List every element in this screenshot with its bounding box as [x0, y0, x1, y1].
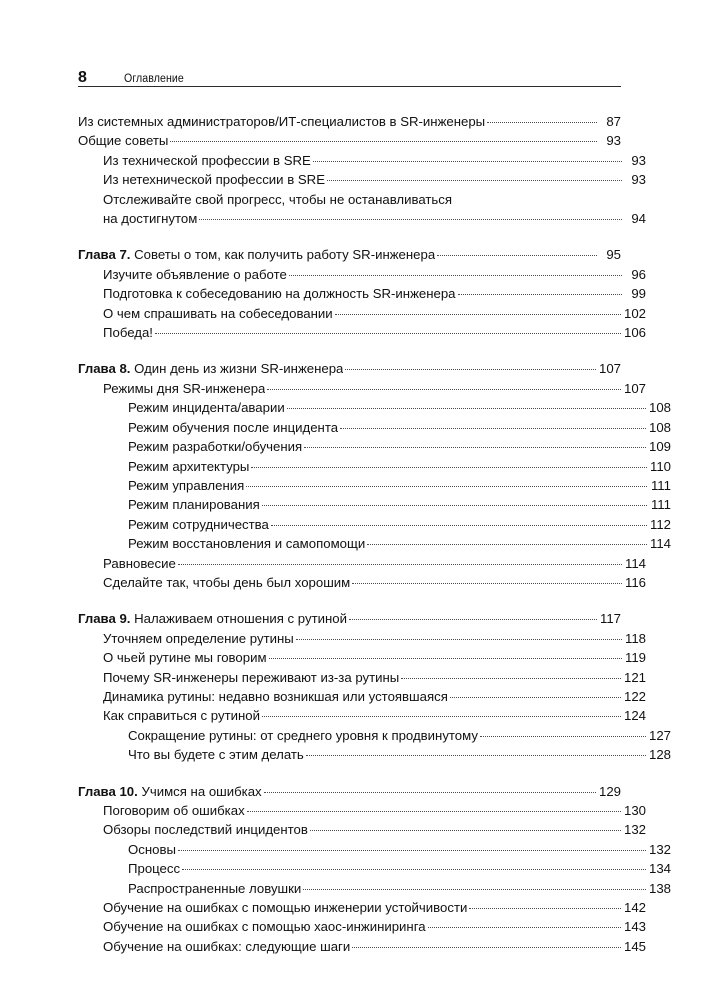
toc-page-number: 128: [648, 747, 671, 763]
toc-leader-dots: [428, 918, 621, 931]
toc-entry[interactable]: [78, 898, 646, 917]
toc-entry[interactable]: [78, 457, 671, 476]
toc-page-number: 95: [606, 247, 621, 263]
toc-block-gap: [78, 228, 621, 245]
toc-entry[interactable]: [78, 554, 646, 573]
toc-leader-dots: [287, 399, 646, 412]
toc-entry[interactable]: [78, 937, 646, 956]
toc-leader-dots: [296, 630, 622, 643]
toc-entry-title: Победа!: [103, 325, 153, 341]
toc-entry-title: Сделайте так, чтобы день был хорошим: [103, 574, 351, 590]
toc-entry-title: Режим архитектуры: [128, 458, 250, 474]
toc-leader-dots: [306, 746, 646, 759]
toc-page-number: 116: [624, 574, 646, 590]
toc-entry[interactable]: [78, 437, 671, 456]
toc-page-number: 96: [631, 266, 646, 282]
toc-page-number: 114: [624, 555, 646, 571]
toc-chapter-entry[interactable]: [78, 782, 621, 801]
toc-entry-title: Динамика рутины: недавно возникшая или устоявшаяся: [103, 688, 448, 704]
toc-block-gap: [78, 342, 621, 359]
toc-chapter-entry[interactable]: [78, 359, 621, 378]
toc-leader-dots: [310, 821, 621, 834]
toc-leader-dots: [267, 380, 621, 393]
toc-page-number: 109: [648, 439, 671, 455]
toc-chapter-label: Глава 10.: [78, 783, 138, 799]
toc-entry-title: Режим обучения после инцидента: [128, 419, 339, 435]
toc-page-number: 118: [624, 630, 646, 646]
toc-page-number: 143: [623, 919, 646, 935]
toc-page-number: 106: [623, 325, 646, 341]
toc-leader-dots: [450, 688, 621, 701]
toc-entry[interactable]: [78, 706, 646, 725]
toc-entry-title: О чем спрашивать на собеседовании: [103, 305, 333, 321]
toc-leader-dots: [335, 305, 621, 318]
toc-entry-title: Из нетехнической профессии в SRE: [103, 172, 325, 188]
toc-entry-title: [78, 245, 435, 264]
running-head-title: Оглавление: [124, 72, 184, 85]
toc-chapter-title: Советы о том, как получить работу SR-инженера: [130, 247, 436, 263]
toc-leader-dots: [349, 610, 597, 623]
page-folio: 8: [78, 69, 87, 86]
toc-entry[interactable]: [78, 265, 646, 284]
toc-page-number: 117: [599, 611, 621, 627]
toc-entry[interactable]: [78, 726, 671, 745]
toc-page-number: 127: [648, 727, 671, 743]
toc-entry-title: Что вы будете с этим делать: [128, 747, 304, 763]
toc-page-number: 93: [606, 133, 621, 149]
toc-leader-dots: [246, 477, 647, 490]
toc-leader-dots: [469, 899, 621, 912]
toc-page-number: 121: [623, 669, 646, 685]
toc-block: [78, 782, 671, 957]
toc-entry[interactable]: [78, 323, 646, 342]
toc-entry-title: Обзоры последствий инцидентов: [103, 822, 308, 838]
toc-entry-title: Основы: [128, 841, 176, 857]
toc-leader-dots: [345, 360, 596, 373]
toc-leader-dots: [178, 841, 646, 854]
toc-entry[interactable]: [78, 840, 671, 859]
toc-entry[interactable]: [78, 820, 646, 839]
toc-entry[interactable]: [78, 668, 646, 687]
toc-entry-title: [78, 609, 347, 628]
toc-leader-dots: [401, 669, 621, 682]
table-of-contents: [78, 112, 671, 956]
toc-leader-dots: [340, 419, 646, 432]
toc-entry-title: Сокращение рутины: от среднего уровня к продвинутому: [128, 727, 478, 743]
toc-leader-dots: [264, 783, 596, 796]
running-head-rule: [78, 86, 621, 87]
toc-leader-dots: [487, 113, 597, 126]
toc-entry[interactable]: [78, 687, 646, 706]
toc-entry-title: Как справиться с рутиной: [103, 708, 260, 724]
toc-entry[interactable]: [78, 131, 621, 150]
toc-entry-title: [78, 359, 343, 378]
toc-page-number: 93: [631, 172, 646, 188]
toc-page-number: 142: [623, 900, 646, 916]
toc-entry[interactable]: [78, 190, 646, 209]
toc-block: [78, 112, 646, 228]
toc-leader-dots: [262, 707, 621, 720]
toc-entry-title: О чьей рутине мы говорим: [103, 650, 267, 666]
toc-entry-title: Подготовка к собеседованию на должность SR-инженера: [103, 286, 456, 302]
toc-entry-title: Из системных администраторов/ИТ-специалистов в SR-инженеры: [78, 114, 486, 129]
running-head: [78, 56, 621, 86]
toc-leader-dots: [303, 880, 646, 893]
toc-entry[interactable]: [78, 859, 671, 878]
toc-entry-title: Равновесие: [103, 555, 176, 571]
toc-chapter-title: Учимся на ошибках: [137, 783, 262, 799]
toc-leader-dots: [327, 171, 622, 184]
toc-page-number: 110: [649, 458, 671, 474]
toc-entry-title: Режим управления: [128, 477, 245, 493]
toc-chapter-entry[interactable]: [78, 609, 621, 628]
toc-leader-dots: [289, 266, 622, 279]
toc-page-number: 124: [623, 708, 646, 724]
toc-page-number: 111: [650, 497, 671, 513]
toc-page-number: 138: [648, 880, 671, 896]
toc-page-number: 112: [649, 516, 671, 532]
toc-entry-title: Режимы дня SR-инженера: [103, 380, 266, 396]
toc-page-number: 93: [631, 152, 646, 168]
toc-leader-dots: [170, 132, 597, 145]
toc-chapter-entry[interactable]: [78, 245, 621, 264]
toc-entry-title: [78, 782, 262, 801]
toc-page-number: 108: [648, 400, 671, 416]
toc-entry[interactable]: [78, 112, 621, 131]
toc-page-number: 114: [649, 536, 671, 552]
toc-entry[interactable]: [78, 151, 646, 170]
toc-entry[interactable]: [78, 629, 646, 648]
toc-leader-dots: [155, 324, 621, 337]
toc-entry-title: Уточняем определение рутины: [103, 630, 294, 646]
toc-entry-title: Режим разработки/обучения: [128, 439, 303, 455]
toc-entry-title: Из технической профессии в SRE: [103, 152, 311, 168]
toc-page-number: 129: [598, 783, 621, 799]
toc-page-number: 132: [623, 822, 646, 838]
toc-page-number: 130: [623, 803, 646, 818]
toc-entry[interactable]: [78, 801, 646, 820]
toc-entry-title: Поговорим об ошибках: [103, 803, 245, 818]
toc-leader-dots: [271, 516, 647, 529]
toc-entry[interactable]: [78, 917, 646, 936]
toc-page-number: 111: [650, 477, 671, 493]
toc-leader-dots: [247, 802, 621, 815]
toc-chapter-label: Глава 8.: [78, 361, 131, 377]
toc-entry-title: Отслеживайте свой прогресс, чтобы не останавливаться: [103, 191, 453, 207]
toc-page-number: 119: [624, 650, 646, 666]
toc-entry-title: Общие советы: [78, 133, 169, 149]
toc-entry-title: на достигнутом: [103, 211, 198, 227]
toc-leader-dots: [352, 938, 621, 951]
toc-entry[interactable]: [78, 648, 646, 667]
toc-page-number: 94: [631, 211, 646, 227]
toc-leader-dots: [199, 210, 622, 223]
toc-entry-title: Режим планирования: [128, 497, 260, 513]
toc-entry-title: Обучение на ошибках с помощью хаос-инжиниринга: [103, 919, 426, 935]
toc-entry-title: Почему SR-инженеры переживают из-за рутины: [103, 669, 400, 685]
toc-page-number: 102: [623, 305, 646, 321]
toc-block-gap: [78, 765, 621, 782]
toc-block-gap: [78, 592, 621, 609]
toc-page-number: 145: [623, 938, 646, 954]
toc-block: [78, 609, 671, 764]
toc-chapter-label: Глава 7.: [78, 247, 131, 263]
toc-entry[interactable]: [78, 379, 646, 398]
toc-leader-dots: [367, 535, 647, 548]
toc-leader-dots: [251, 458, 647, 471]
toc-entry[interactable]: [78, 515, 671, 534]
toc-entry-title: Режим сотрудничества: [128, 516, 269, 532]
toc-page-number: 122: [623, 688, 646, 704]
toc-entry-title: Изучите объявление о работе: [103, 266, 287, 282]
toc-chapter-label: Глава 9.: [78, 611, 131, 627]
toc-block: [78, 359, 671, 592]
toc-entry[interactable]: [78, 573, 646, 592]
toc-leader-dots: [262, 496, 647, 509]
toc-entry[interactable]: [78, 879, 671, 898]
toc-page-number: 134: [648, 861, 671, 877]
toc-chapter-title: Налаживаем отношения с рутиной: [130, 611, 347, 627]
toc-leader-dots: [352, 574, 622, 587]
toc-leader-dots: [437, 246, 597, 259]
toc-page-number: 99: [631, 286, 646, 302]
toc-entry-title: Процесс: [128, 861, 181, 877]
toc-entry-title: Обучение на ошибках с помощью инженерии устойчивости: [103, 900, 468, 916]
toc-entry[interactable]: [78, 534, 671, 553]
toc-entry[interactable]: [78, 476, 671, 495]
toc-leader-dots: [313, 152, 622, 165]
toc-leader-dots: [458, 285, 622, 298]
toc-leader-dots: [178, 555, 622, 568]
toc-entry-title: Режим восстановления и самопомощи: [128, 536, 366, 552]
toc-page-number: 107: [598, 361, 621, 377]
toc-entry[interactable]: [78, 745, 671, 764]
toc-page-number: 132: [648, 841, 671, 857]
toc-chapter-title: Один день из жизни SR-инженера: [130, 361, 344, 377]
toc-entry-title: Распространенные ловушки: [128, 880, 302, 896]
toc-entry[interactable]: [78, 418, 671, 437]
toc-entry[interactable]: [78, 284, 646, 303]
toc-entry-title: Режим инцидента/аварии: [128, 400, 285, 416]
toc-entry-title: Обучение на ошибках: следующие шаги: [103, 938, 351, 954]
toc-page-number: 87: [606, 114, 621, 129]
toc-page-number: 108: [648, 419, 671, 435]
toc-leader-dots: [304, 438, 646, 451]
toc-leader-dots: [269, 649, 622, 662]
toc-entry[interactable]: [78, 209, 646, 228]
toc-block: [78, 245, 646, 342]
toc-leader-dots: [480, 727, 646, 740]
toc-page-number: 107: [623, 380, 646, 396]
toc-entry[interactable]: [78, 398, 671, 417]
toc-entry[interactable]: [78, 304, 646, 323]
toc-leader-dots: [182, 860, 646, 873]
toc-entry[interactable]: [78, 170, 646, 189]
toc-entry[interactable]: [78, 495, 671, 514]
